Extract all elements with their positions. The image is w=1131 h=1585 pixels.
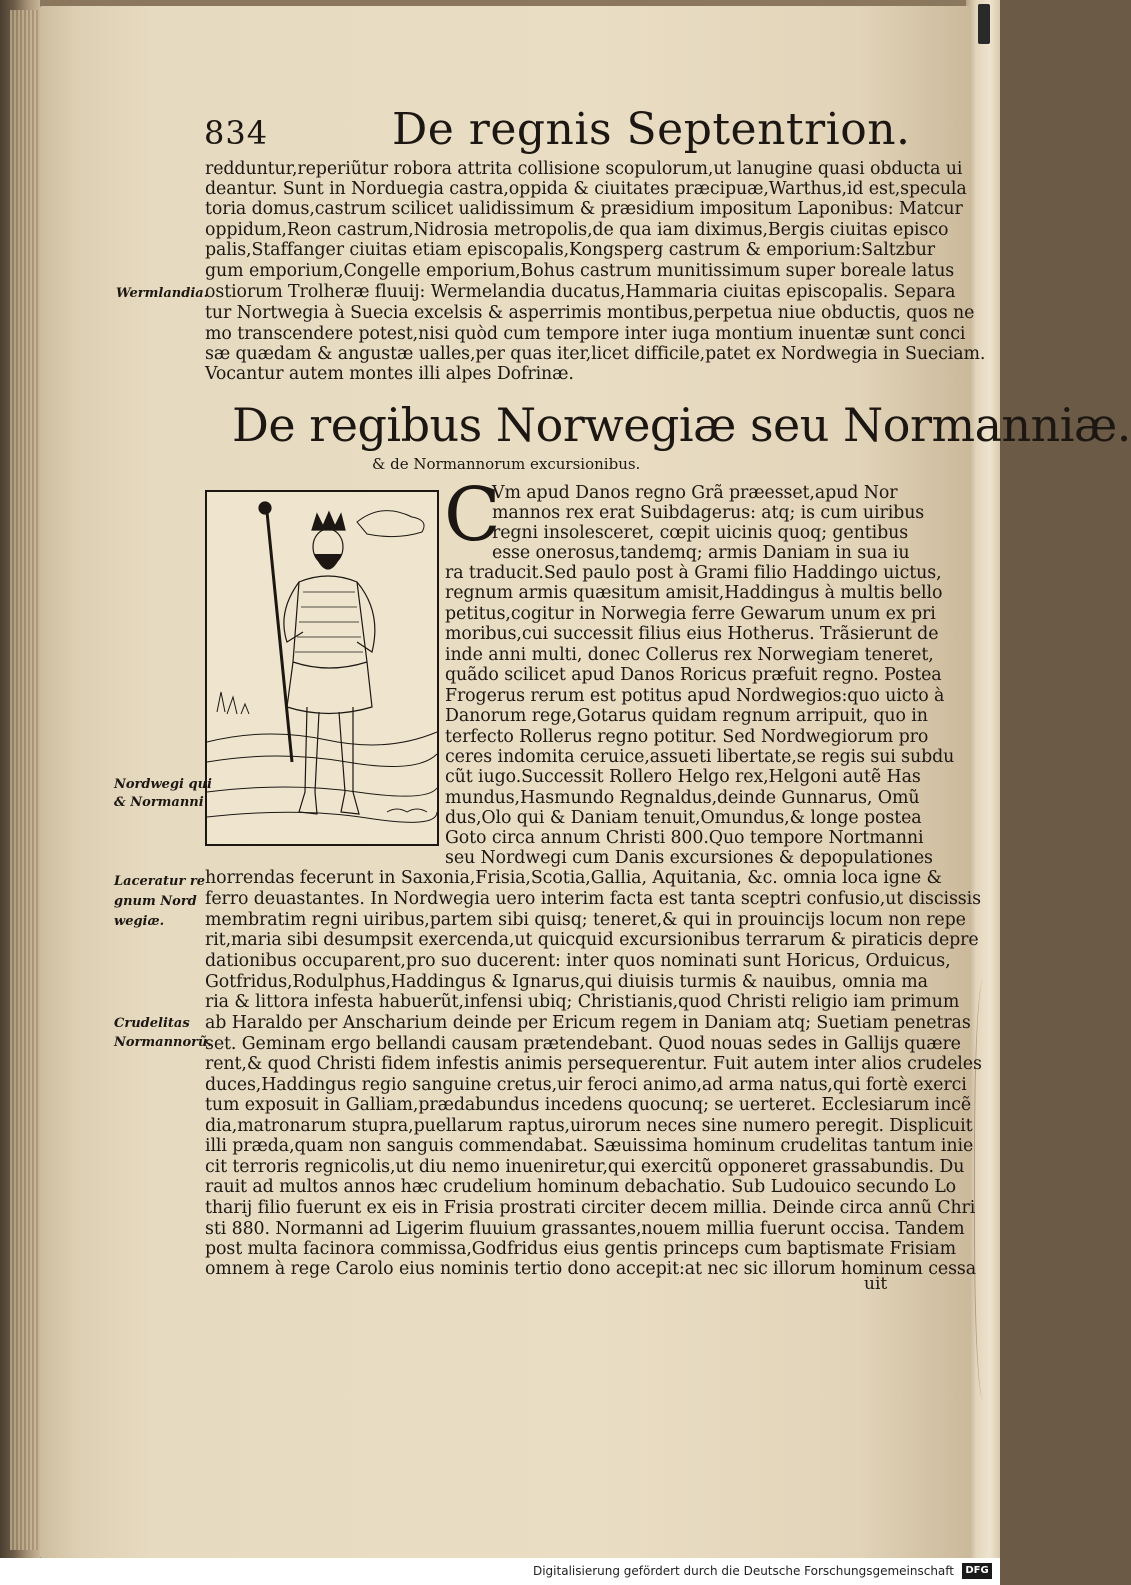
text-line: mo transcendere potest,nisi quòd cum tempore inter iuga montium inuentæ sunt conci: [205, 324, 966, 344]
page-number: 834: [204, 114, 269, 152]
text-line: oppidum,Reon castrum,Nidrosia metropolis,de qua iam diximus,Bergis ciuitas episco: [205, 220, 949, 240]
text-line: rent,& quod Christi fidem infestis animis persequerentur. Fuit autem inter alios crudeles: [205, 1054, 982, 1074]
text-line: terfecto Rollerus regno potitur. Sed Nordwegiorum pro: [445, 727, 929, 747]
text-line: redduntur,reperiũtur robora attrita collisione scopulorum,ut lanugine quasi obducta ui: [205, 159, 963, 179]
book-edge-right: [966, 0, 1000, 1560]
text-line: horrendas fecerunt in Saxonia,Frisia,Scotia,Gallia, Aquitania, &c. omnia loca igne &: [205, 868, 942, 888]
catchword: uit: [864, 1274, 888, 1294]
chapter-title: De regibus Norwegiæ seu Normanniæ.: [232, 398, 1131, 452]
text-line: ab Haraldo per Anscharium deinde per Ericum regem in Daniam atq; Suetiam penetras: [205, 1013, 971, 1033]
text-line: seu Nordwegi cum Danis excursiones & depopulationes: [445, 848, 933, 868]
text-line: Goto circa annum Christi 800.Quo tempore Nortmanni: [445, 828, 924, 848]
marginal-note: Normannorũ.: [114, 1035, 212, 1050]
text-line: Vm apud Danos regno Grã præesset,apud Nor: [492, 483, 898, 503]
text-line: sti 880. Normanni ad Ligerim fluuium grassantes,nouem millia fuerunt occisa. Tandem: [205, 1219, 965, 1239]
text-line: regnum armis quæsitum amisit,Haddingus à multis bello: [445, 583, 943, 603]
text-line: cũt iugo.Successit Rollero Helgo rex,Helgoni autẽ Has: [445, 767, 921, 787]
text-line: gum emporium,Congelle emporium,Bohus castrum munitissimum super boreale latus: [205, 261, 955, 281]
marginal-note: Wermlandia.: [116, 286, 209, 301]
text-line: illi præda,quam non sanguis commendabat. Sæuissima hominum crudelitas tantum inie: [205, 1136, 974, 1156]
text-line: petitus,cogitur in Norwegia ferre Gewarum unum ex pri: [445, 604, 936, 624]
woodcut-illustration: [205, 490, 439, 846]
bookmark-tab: [978, 4, 990, 44]
text-line: ria & littora infesta habuerũt,infensi ubiq; Christianis,quod Christi religio iam primum: [205, 992, 960, 1012]
text-line: rit,maria sibi desumpsit exercenda,ut quicquid excursionibus terrarum & piraticis depre: [205, 930, 979, 950]
text-line: palis,Staffanger ciuitas etiam episcopalis,Kongsperg castrum & emporium:Saltzbur: [205, 240, 936, 260]
text-line: post multa facinora commissa,Godfridus eius gentis princeps cum baptismate Frisiam: [205, 1239, 957, 1259]
footer-bar: [0, 1558, 1000, 1585]
text-line: ra traducit.Sed paulo post à Grami filio Haddingo uictus,: [445, 563, 942, 583]
king-with-scepter-woodcut-icon: [207, 492, 437, 844]
running-head: De regnis Septentrion.: [392, 104, 911, 155]
text-line: omnem à rege Carolo eius nominis tertio dono accepit:at nec sic illorum hominum cessa: [205, 1259, 976, 1279]
text-line: quãdo scilicet apud Danos Roricus præfuit regno. Postea: [445, 665, 942, 685]
text-line: dationibus occuparent,pro suo ducerent: inter quos nominati sunt Horicus, Orduicus,: [205, 951, 951, 971]
text-line: Vocantur autem montes illi alpes Dofrinæ.: [205, 364, 574, 384]
drop-cap: C: [444, 472, 501, 558]
text-line: rauit ad multos annos hæc crudelium hominum debachatio. Sub Ludouico secundo Lo: [205, 1177, 957, 1197]
text-line: ceres indomita ceruice,assueti libertate,se regis sui subdu: [445, 747, 955, 767]
text-line: membratim regni uiribus,partem sibi quisq; teneret,& qui in prouincijs locum non repe: [205, 910, 966, 930]
text-line: regni insolesceret, cœpit uicinis quoq; gentibus: [492, 523, 909, 543]
text-line: Danorum rege,Gotarus quidam regnum arripuit, quo in: [445, 706, 928, 726]
text-line: tur Nortwegia à Suecia excelsis & asperrimis montibus,perpetua niue obductis, quos ne: [205, 303, 975, 323]
marginal-note: Nordwegi qui: [114, 777, 212, 792]
text-line: tharij filio fuerunt ex eis in Frisia prostrati circiter decem millia. Deinde circa annũ Chri: [205, 1198, 976, 1218]
marginal-note: & Normanni: [114, 795, 204, 810]
marginal-note: wegiæ.: [114, 914, 165, 929]
text-line: Frogerus rerum est potitus apud Nordwegios:quo uicto à: [445, 686, 945, 706]
chapter-subtitle: & de Normannorum excursionibus.: [372, 455, 641, 473]
marginal-note: Laceratur re: [114, 874, 205, 889]
marginal-note: Crudelitas: [114, 1016, 190, 1031]
text-line: sæ quædam & angustæ ualles,per quas iter,licet difficile,patet ex Nordwegia in Sueciam.: [205, 344, 986, 364]
footer-credit: Digitalisierung gefördert durch die Deutsche Forschungsgemeinschaft: [532, 1564, 954, 1578]
text-line: ostiorum Trolheræ fluuij: Wermelandia ducatus,Hammaria ciuitas episcopalis. Separa: [205, 282, 956, 302]
text-line: duces,Haddingus regio sanguine cretus,uir feroci animo,ad arma natus,qui fortè exerci: [205, 1075, 967, 1095]
facing-page-sketch: [974, 980, 997, 1400]
text-line: deantur. Sunt in Norduegia castra,oppida & ciuitates præcipuæ,Warthus,id est,specula: [205, 179, 967, 199]
text-line: esse onerosus,tandemq; armis Daniam in sua iu: [492, 543, 910, 563]
text-line: Gotfridus,Rodulphus,Haddingus & Ignarus,qui diuisis turmis & nauibus, omnia ma: [205, 972, 928, 992]
marginal-note: gnum Nord: [114, 894, 197, 909]
text-line: dus,Olo qui & Daniam tenuit,Omundus,& longe postea: [445, 808, 922, 828]
text-line: toria domus,castrum scilicet ualidissimum & præsidium impositum Laponibus: Matcur: [205, 199, 963, 219]
text-line: ferro deuastantes. In Nordwegia uero interim facta est tanta sceptri confusio,ut discissis: [205, 889, 981, 909]
text-line: cit terroris regnicolis,ut diu nemo inueniretur,qui exercitũ opponeret grassabundis. Du: [205, 1157, 965, 1177]
page-stack-left: [10, 10, 38, 1550]
text-line: moribus,cui successit filius eius Hotherus. Trãsierunt de: [445, 624, 939, 644]
text-line: inde anni multi, donec Collerus rex Norwegiam teneret,: [445, 645, 934, 665]
text-line: dia,matronarum stupra,puellarum raptus,uirorum neces sine numero peregit. Displicuit: [205, 1116, 973, 1136]
text-line: tum exposuit in Galliam,prædabundus incedens quocunq; se uerteret. Ecclesiarum incẽ: [205, 1095, 972, 1115]
text-line: mannos rex erat Suibdagerus: atq; is cum uiribus: [492, 503, 925, 523]
dfg-logo-icon: DFG: [962, 1563, 992, 1579]
text-line: mundus,Hasmundo Regnaldus,deinde Gunnarus, Omũ: [445, 788, 920, 808]
text-line: set. Geminam ergo bellandi causam prætendebant. Quod nouas sedes in Gallijs quære: [205, 1034, 961, 1054]
